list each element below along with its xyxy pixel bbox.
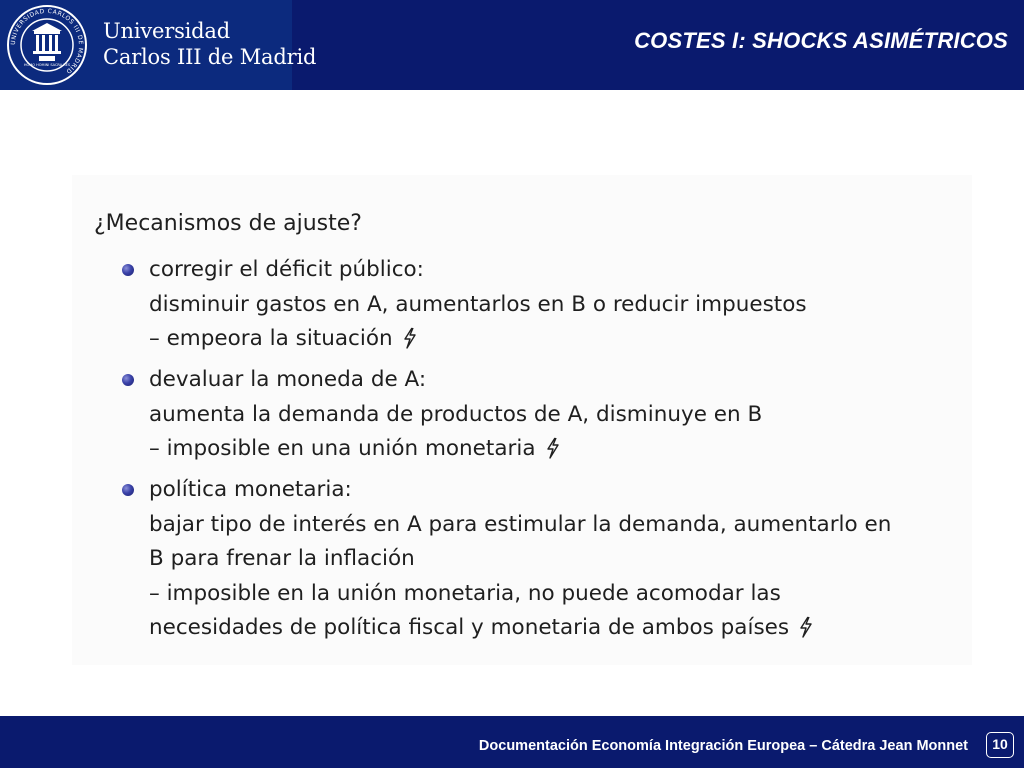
- slide-title: COSTES I: SHOCKS ASIMÉTRICOS: [634, 28, 1008, 53]
- item-line: bajar tipo de interés en A para estimular la demanda, aumentarlo en: [149, 511, 892, 537]
- item-line-text: – imposible en una unión monetaria: [149, 436, 536, 461]
- item-line-text: – empeora la situación: [149, 326, 393, 351]
- item-line: devaluar la moneda de A:: [149, 367, 427, 392]
- university-branding: [0, 0, 317, 90]
- contradiction-lightning-icon: [546, 437, 560, 459]
- university-name-line2: Carlos III de Madrid: [103, 45, 317, 69]
- bullet-icon: [122, 484, 134, 496]
- item-line-with-contradiction: [120, 322, 807, 357]
- seal-ring-text: UNIVERSIDAD CARLOS III DE MADRID: [9, 7, 85, 76]
- list-item: [120, 253, 807, 357]
- contradiction-lightning-icon: [403, 327, 417, 349]
- university-name-line1: Universidad: [103, 19, 230, 43]
- list-item: [120, 473, 891, 646]
- university-seal-logo: [6, 4, 88, 86]
- bullet-icon: [122, 264, 134, 276]
- list-item: [120, 363, 762, 467]
- item-line: disminuir gastos en A, aumentarlos en B o reducir impuestos: [149, 291, 807, 317]
- item-line-with-contradiction: [120, 432, 762, 467]
- item-line-text: necesidades de política fiscal y monetaria de ambos países: [149, 615, 790, 640]
- item-line: – imposible en la unión monetaria, no puede acomodar las: [149, 580, 781, 606]
- adjustment-question: ¿Mecanismos de ajuste?: [94, 211, 362, 236]
- item-line-with-contradiction: [120, 611, 891, 646]
- item-line: política monetaria:: [149, 477, 352, 502]
- footer-caption: Documentación Economía Integración Europea – Cátedra Jean Monnet: [478, 738, 968, 754]
- contradiction-lightning-icon: [799, 616, 813, 638]
- bullet-icon: [122, 374, 134, 386]
- slide-content: [72, 175, 972, 665]
- header-bar: [0, 0, 1024, 90]
- item-line: B para frenar la inflación: [149, 546, 415, 571]
- footer-bar: [0, 716, 1024, 768]
- university-name: [103, 18, 317, 70]
- item-line: corregir el déficit público:: [149, 257, 424, 282]
- page-number: 10: [986, 732, 1014, 758]
- seal-motto: HOMO HOMINI SACRA RES: [23, 63, 71, 67]
- item-line: aumenta la demanda de productos de A, disminuye en B: [149, 401, 763, 427]
